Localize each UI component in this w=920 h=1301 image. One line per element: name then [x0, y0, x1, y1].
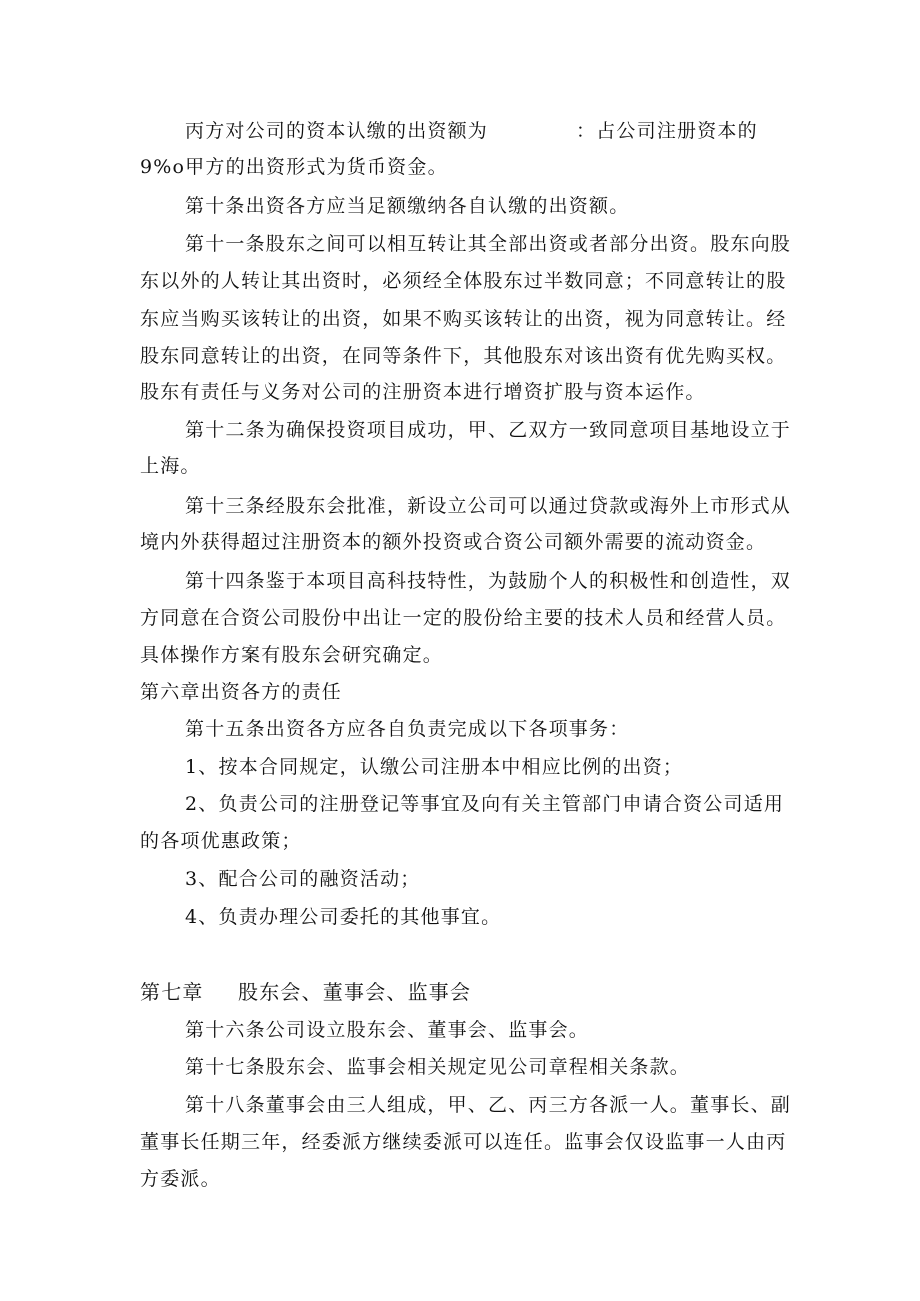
paragraph-line: 第十一条股东之间可以相互转让其全部出资或者部分出资。股东向股: [185, 233, 792, 255]
chapter-heading: 第六章出资各方的责任: [140, 681, 343, 703]
paragraph-line: 上海。: [140, 455, 201, 477]
paragraph-line: 董事长任期三年，经委派方继续委派可以连任。监事会仅设监事一人由丙: [140, 1131, 787, 1153]
paragraph-line: 的各项优惠政策；: [140, 830, 302, 852]
paragraph-line: 第十六条公司设立股东会、董事会、监事会。: [185, 1019, 590, 1041]
paragraph-line: 具体操作方案有股东会研究确定。: [140, 644, 444, 666]
list-item: 4、负责办理公司委托的其他事宜。: [185, 906, 502, 928]
chapter-heading-number: 第七章: [140, 980, 204, 1004]
paragraph-line: 第十二条为确保投资项目成功，甲、乙双方一致同意项目基地设立于: [185, 419, 792, 441]
paragraph-line: 第十七条股东会、监事会相关规定见公司章程相关条款。: [185, 1056, 691, 1078]
paragraph-line: 东以外的人转让其出资时，必须经全体股东过半数同意；不同意转让的股: [140, 270, 787, 292]
paragraph-line: 方委派。: [140, 1168, 221, 1190]
paragraph-line: [185, 116, 758, 146]
list-item: 3、配合公司的融资活动；: [185, 868, 421, 890]
list-item: 1、按本合同规定，认缴公司注册本中相应比例的出资；: [185, 756, 684, 778]
list-item: 2、负责公司的注册登记等事宜及向有关主管部门申请合资公司适用: [185, 793, 785, 815]
text-segment: ：占公司注册资本的: [576, 120, 758, 142]
paragraph-line: 方同意在合资公司股份中出让一定的股份给主要的技术人员和经营人员。: [140, 607, 787, 629]
paragraph-line: 9%o甲方的出资形式为货币资金。: [140, 156, 448, 178]
paragraph-line: 股东同意转让的出资，在同等条件下，其他股东对该出资有优先购买权。: [140, 345, 787, 367]
text-segment: 丙方对公司的资本认缴的出资额为: [185, 120, 489, 142]
paragraph-line: 第十三条经股东会批准，新设立公司可以通过贷款或海外上市形式从: [185, 495, 792, 517]
paragraph-line: 第十五条出资各方应各自负责完成以下各项事务：: [185, 718, 630, 740]
paragraph-line: 第十四条鉴于本项目高科技特性，为鼓励个人的积极性和创造性，双: [185, 570, 792, 592]
paragraph-line: 第十八条董事会由三人组成，甲、乙、丙三方各派一人。董事长、副: [185, 1094, 792, 1116]
paragraph-line: 第十条出资各方应当足额缴纳各自认缴的出资额。: [185, 195, 630, 217]
paragraph-line: 境内外获得超过注册资本的额外投资或合资公司额外需要的流动资金。: [140, 531, 767, 553]
paragraph-line: 股东有责任与义务对公司的注册资本进行增资扩股与资本运作。: [140, 381, 706, 403]
chapter-heading-title: 股东会、董事会、监事会: [238, 980, 472, 1004]
paragraph-line: 东应当购买该转让的出资，如果不购买该转让的出资，视为同意转让。经: [140, 308, 787, 330]
